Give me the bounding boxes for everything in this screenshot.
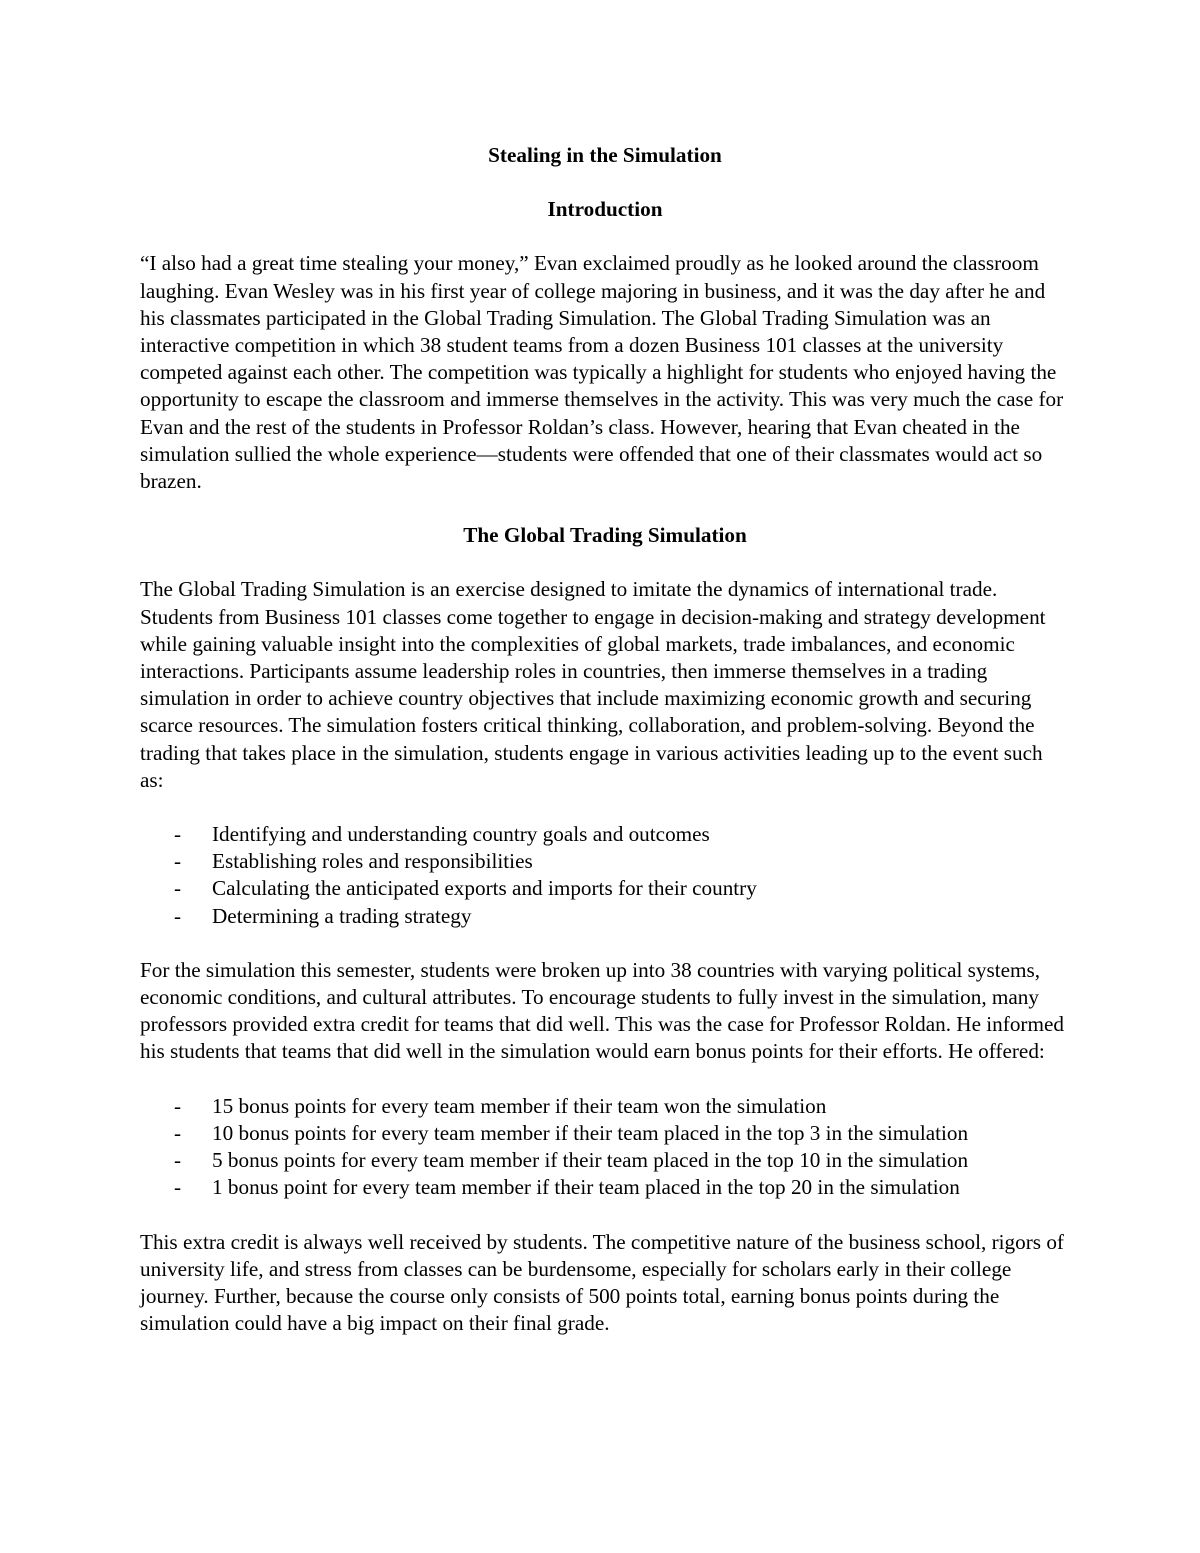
section-heading-introduction: Introduction	[547, 197, 663, 222]
list-item	[140, 1174, 1070, 1201]
list-item-text: 5 bonus points for every team member if their team placed in the top 10 in the simulation	[212, 1148, 969, 1173]
dash-bullet: -	[174, 822, 182, 847]
simulation-paragraph-1: The Global Trading Simulation is an exercise designed to imitate the dynamics of international trade. Students from Business 101 classes come together to engage in decision-making and strategy development while gaining valuable insight into the complexities of global markets, trade imbalances, and economic interactions. Participants assume leadership roles in countries, then immerse themselves in a trading simulation in order to achieve country objectives that include maximizing economic growth and securing scarce resources. The simulation fosters critical thinking, collaboration, and problem-solving. Beyond the trading that takes place in the simulation, students engage in various activities leading up to the event such as:	[140, 577, 1046, 792]
list-item-text: Identifying and understanding country goals and outcomes	[212, 822, 710, 847]
list-item-text: Calculating the anticipated exports and imports for their country	[212, 876, 757, 901]
list-item-text: 10 bonus points for every team member if their team placed in the top 3 in the simulation	[212, 1120, 969, 1145]
list-item	[140, 821, 1070, 848]
dash-bullet: -	[174, 903, 182, 928]
document-body	[140, 142, 1070, 1364]
list-item	[140, 848, 1070, 875]
dash-bullet: -	[174, 849, 182, 874]
list-item	[140, 903, 1070, 930]
list-item-text: Establishing roles and responsibilities	[212, 849, 533, 874]
simulation-paragraph-3: This extra credit is always well received by students. The competitive nature of the business school, rigors of university life, and stress from classes can be burdensome, especially for scholars early in their college journey. Further, because the course only consists of 500 points total, earning bonus points during the simulation could have a big impact on their final grade.	[140, 1229, 1064, 1336]
document-title: Stealing in the Simulation	[488, 143, 722, 167]
section-heading-global-trading-simulation: The Global Trading Simulation	[463, 523, 747, 548]
dash-bullet: -	[174, 1175, 182, 1200]
list-item	[140, 1093, 1070, 1120]
dash-bullet: -	[174, 1148, 182, 1173]
list-item	[140, 1147, 1070, 1174]
dash-bullet: -	[174, 876, 182, 901]
list-item	[140, 1120, 1070, 1147]
list-item-text: 1 bonus point for every team member if their team placed in the top 20 in the simulation	[212, 1175, 960, 1200]
list-item-text: 15 bonus points for every team member if their team won the simulation	[212, 1093, 827, 1118]
introduction-paragraph: “I also had a great time stealing your money,” Evan exclaimed proudly as he looked around the classroom laughing. Evan Wesley was in his first year of college majoring in business, and it was the day after he and his classmates participated in the Global Trading Simulation. The Global Trading Simulation was an interactive competition in which 38 student teams from a dozen Business 101 classes at the university competed against each other. The competition was typically a highlight for students who enjoyed having the opportunity to escape the classroom and immerse themselves in the activity. This was very much the case for Evan and the rest of the students in Professor Roldan’s class. However, hearing that Evan cheated in the simulation sullied the whole experience—students were offended that one of their classmates would act so brazen.	[140, 251, 1064, 494]
list-item	[140, 875, 1070, 902]
list-item-text: Determining a trading strategy	[212, 903, 472, 928]
bonus-points-list	[140, 1093, 1070, 1202]
dash-bullet: -	[174, 1093, 182, 1118]
simulation-paragraph-2: For the simulation this semester, students were broken up into 38 countries with varying political systems, economic conditions, and cultural attributes. To encourage students to fully invest in the simulation, many professors provided extra credit for teams that did well. This was the case for Professor Roldan. He informed his students that teams that did well in the simulation would earn bonus points for their efforts. He offered:	[140, 957, 1064, 1064]
activities-list	[140, 821, 1070, 930]
dash-bullet: -	[174, 1120, 182, 1145]
